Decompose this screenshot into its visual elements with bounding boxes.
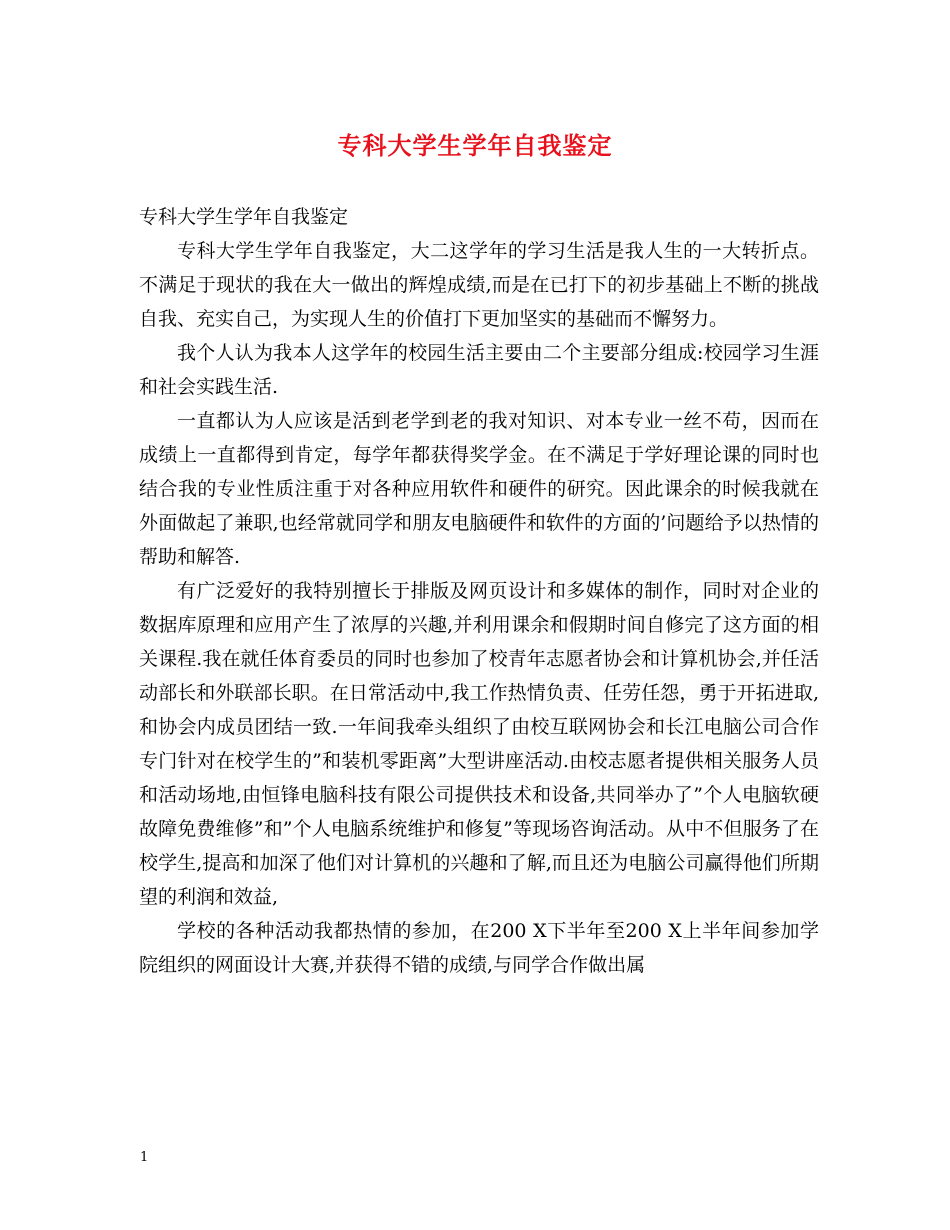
paragraph-3: 一直都认为人应该是活到老学到老的我对知识、对本专业一丝不苟，因而在成绩上一直都得到肯定，每学年都获得奖学金。在不满足于学好理论课的同时也结合我的专业性质注重于对各种应用软件和硬件的研究。因此课余的时候我就在外面做起了兼职,也经常就同学和朋友电脑硬件和软件的方面的’问题给予以热情的帮助和解答. — [139, 410, 819, 568]
paragraph-1: 专科大学生学年自我鉴定，大二这学年的学习生活是我人生的一大转折点。不满足于现状的我在大一做出的辉煌成绩,而是在已打下的初步基础上不断的挑战自我、充实自己，为实现人生的价值打下更加坚实的基础而不懈努力。 — [139, 240, 819, 330]
page-number: 1 — [140, 1150, 149, 1165]
document-title: 专科大学生学年自我鉴定 — [337, 131, 613, 160]
paragraph-5: 学校的各种活动我都热情的参加，在200 X下半年至200 X上半年间参加学院组织的网面设计大赛,并获得不错的成绩,与同学合作做出属 — [139, 920, 819, 976]
document-body — [139, 200, 819, 982]
paragraph-4: 有广泛爱好的我特别擅长于排版及网页设计和多媒体的制作，同时对企业的数据库原理和应用产生了浓厚的兴趣,并利用课余和假期时间自修完了这方面的相关课程.我在就任体育委员的同时也参加了校青年志愿者协会和计算机协会,并任活动部长和外联部长职。在日常活动中,我工作热情负责、任劳任怨，勇于开拓进取,和协会内成员团结一致.一年间我牵头组织了由校互联网协会和长江电脑公司合作专门针对在校学生的”和装机零距离”大型讲座活动.由校志愿者提供相关服务人员和活动场地,由恒锋电脑科技有限公司提供技术和设备,共同举办了”个人电脑软硬故障免费维修”和”个人电脑系统维护和修复”等现场咨询活动。从中不但服务了在校学生,提高和加深了他们对计算机的兴趣和了解,而且还为电脑公司赢得他们所期望的利润和效益, — [139, 580, 819, 908]
paragraph-2: 我个人认为我本人这学年的校园生活主要由二个主要部分组成:校园学习生涯和社会实践生活. — [139, 342, 819, 398]
document-subtitle: 专科大学生学年自我鉴定 — [139, 206, 349, 228]
